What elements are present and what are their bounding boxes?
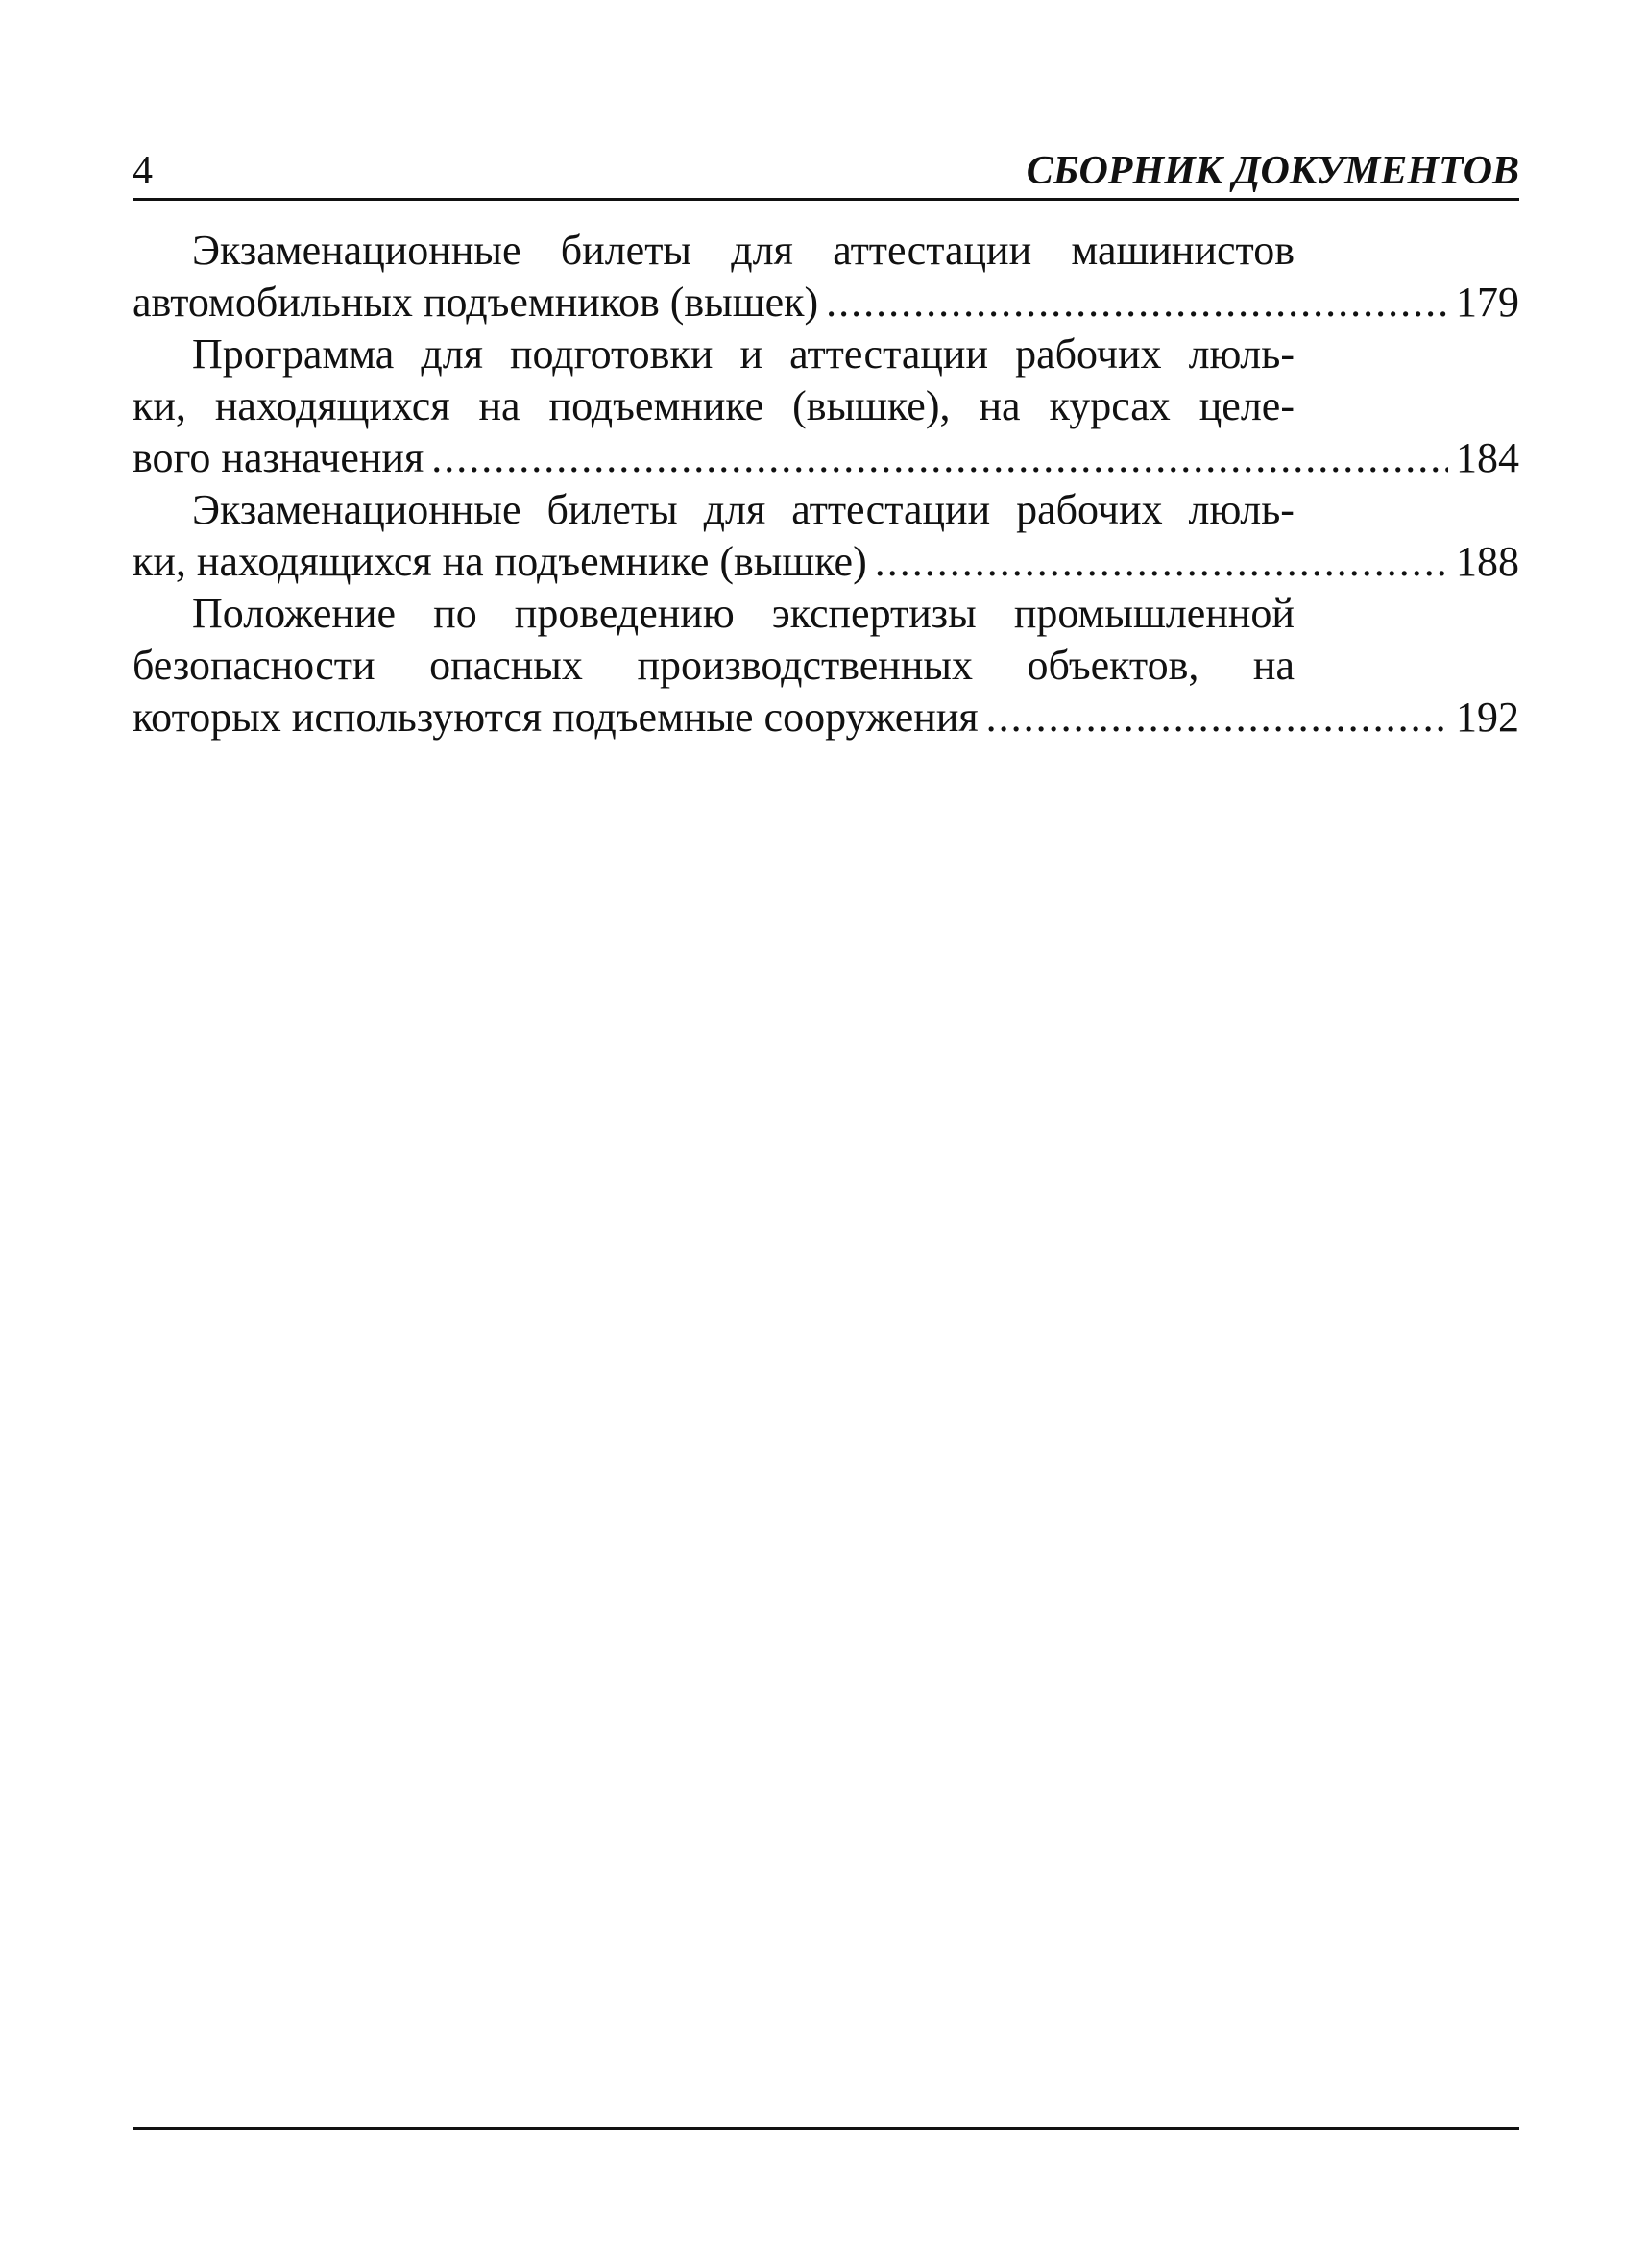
word: подготовки [510, 330, 714, 378]
word: целе- [1198, 382, 1295, 429]
running-title: СБОРНИК ДОКУМЕНТОВ [1026, 149, 1519, 193]
word: (вышке), [792, 382, 951, 429]
toc-page-number: 188 [1456, 538, 1519, 585]
toc-entry [133, 588, 1519, 744]
toc-entry-text: ки, находящихся на подъемнике (вышке) [133, 538, 867, 585]
word: рабочих [1015, 330, 1162, 378]
word: для [703, 486, 766, 533]
word: Программа [192, 330, 395, 378]
toc-entry-text: вого назначения [133, 434, 424, 481]
dot-leader [875, 536, 1448, 588]
word: на [979, 382, 1021, 429]
word: безопасности [133, 642, 375, 689]
toc-entry-last-line [133, 692, 1519, 744]
word: ки, [133, 382, 186, 429]
page-number: 4 [133, 149, 153, 193]
word: экспертизы [771, 590, 977, 637]
word: и [739, 330, 762, 378]
toc-entry-text: которых используются подъемные сооружения [133, 694, 979, 741]
page-header [133, 144, 1519, 201]
table-of-contents [133, 225, 1519, 744]
word: аттестации [833, 227, 1032, 274]
toc-page-number: 184 [1456, 434, 1519, 481]
toc-entry [133, 225, 1519, 329]
word: рабочих [1016, 486, 1163, 533]
word: билеты [560, 227, 691, 274]
dot-leader [986, 692, 1448, 744]
toc-entry-line [133, 640, 1295, 692]
word: машинистов [1071, 227, 1295, 274]
word: для [421, 330, 483, 378]
dot-leader [431, 432, 1448, 484]
word: по [433, 590, 477, 637]
toc-entry-text: автомобильных подъемников (вышек) [133, 279, 819, 326]
toc-entry-line [133, 380, 1295, 432]
footer-rule [133, 2127, 1519, 2130]
word: объектов, [1027, 642, 1199, 689]
word: люль- [1188, 330, 1295, 378]
toc-entry-line [133, 225, 1295, 277]
word: курсах [1049, 382, 1171, 429]
toc-entry-line [133, 329, 1295, 380]
word: на [478, 382, 520, 429]
word: производственных [637, 642, 973, 689]
word: аттестации [791, 486, 991, 533]
word: люль- [1188, 486, 1295, 533]
toc-entry [133, 329, 1519, 484]
word: опасных [429, 642, 583, 689]
word: Положение [192, 590, 397, 637]
toc-page-number: 192 [1456, 694, 1519, 741]
toc-page-number: 179 [1456, 279, 1519, 326]
toc-entry-line [133, 588, 1295, 640]
word: Экзаменационные [192, 486, 521, 533]
toc-entry-last-line [133, 536, 1519, 588]
word: промышленной [1013, 590, 1295, 637]
word: билеты [546, 486, 678, 533]
word: проведению [514, 590, 735, 637]
toc-entry-last-line [133, 277, 1519, 329]
toc-entry-line [133, 484, 1295, 536]
word: Экзаменационные [192, 227, 521, 274]
word: подъемнике [548, 382, 764, 429]
word: на [1252, 642, 1295, 689]
toc-entry [133, 484, 1519, 588]
word: аттестации [789, 330, 988, 378]
word: находящихся [214, 382, 450, 429]
dot-leader [826, 277, 1448, 329]
word: для [731, 227, 793, 274]
toc-entry-last-line [133, 432, 1519, 484]
